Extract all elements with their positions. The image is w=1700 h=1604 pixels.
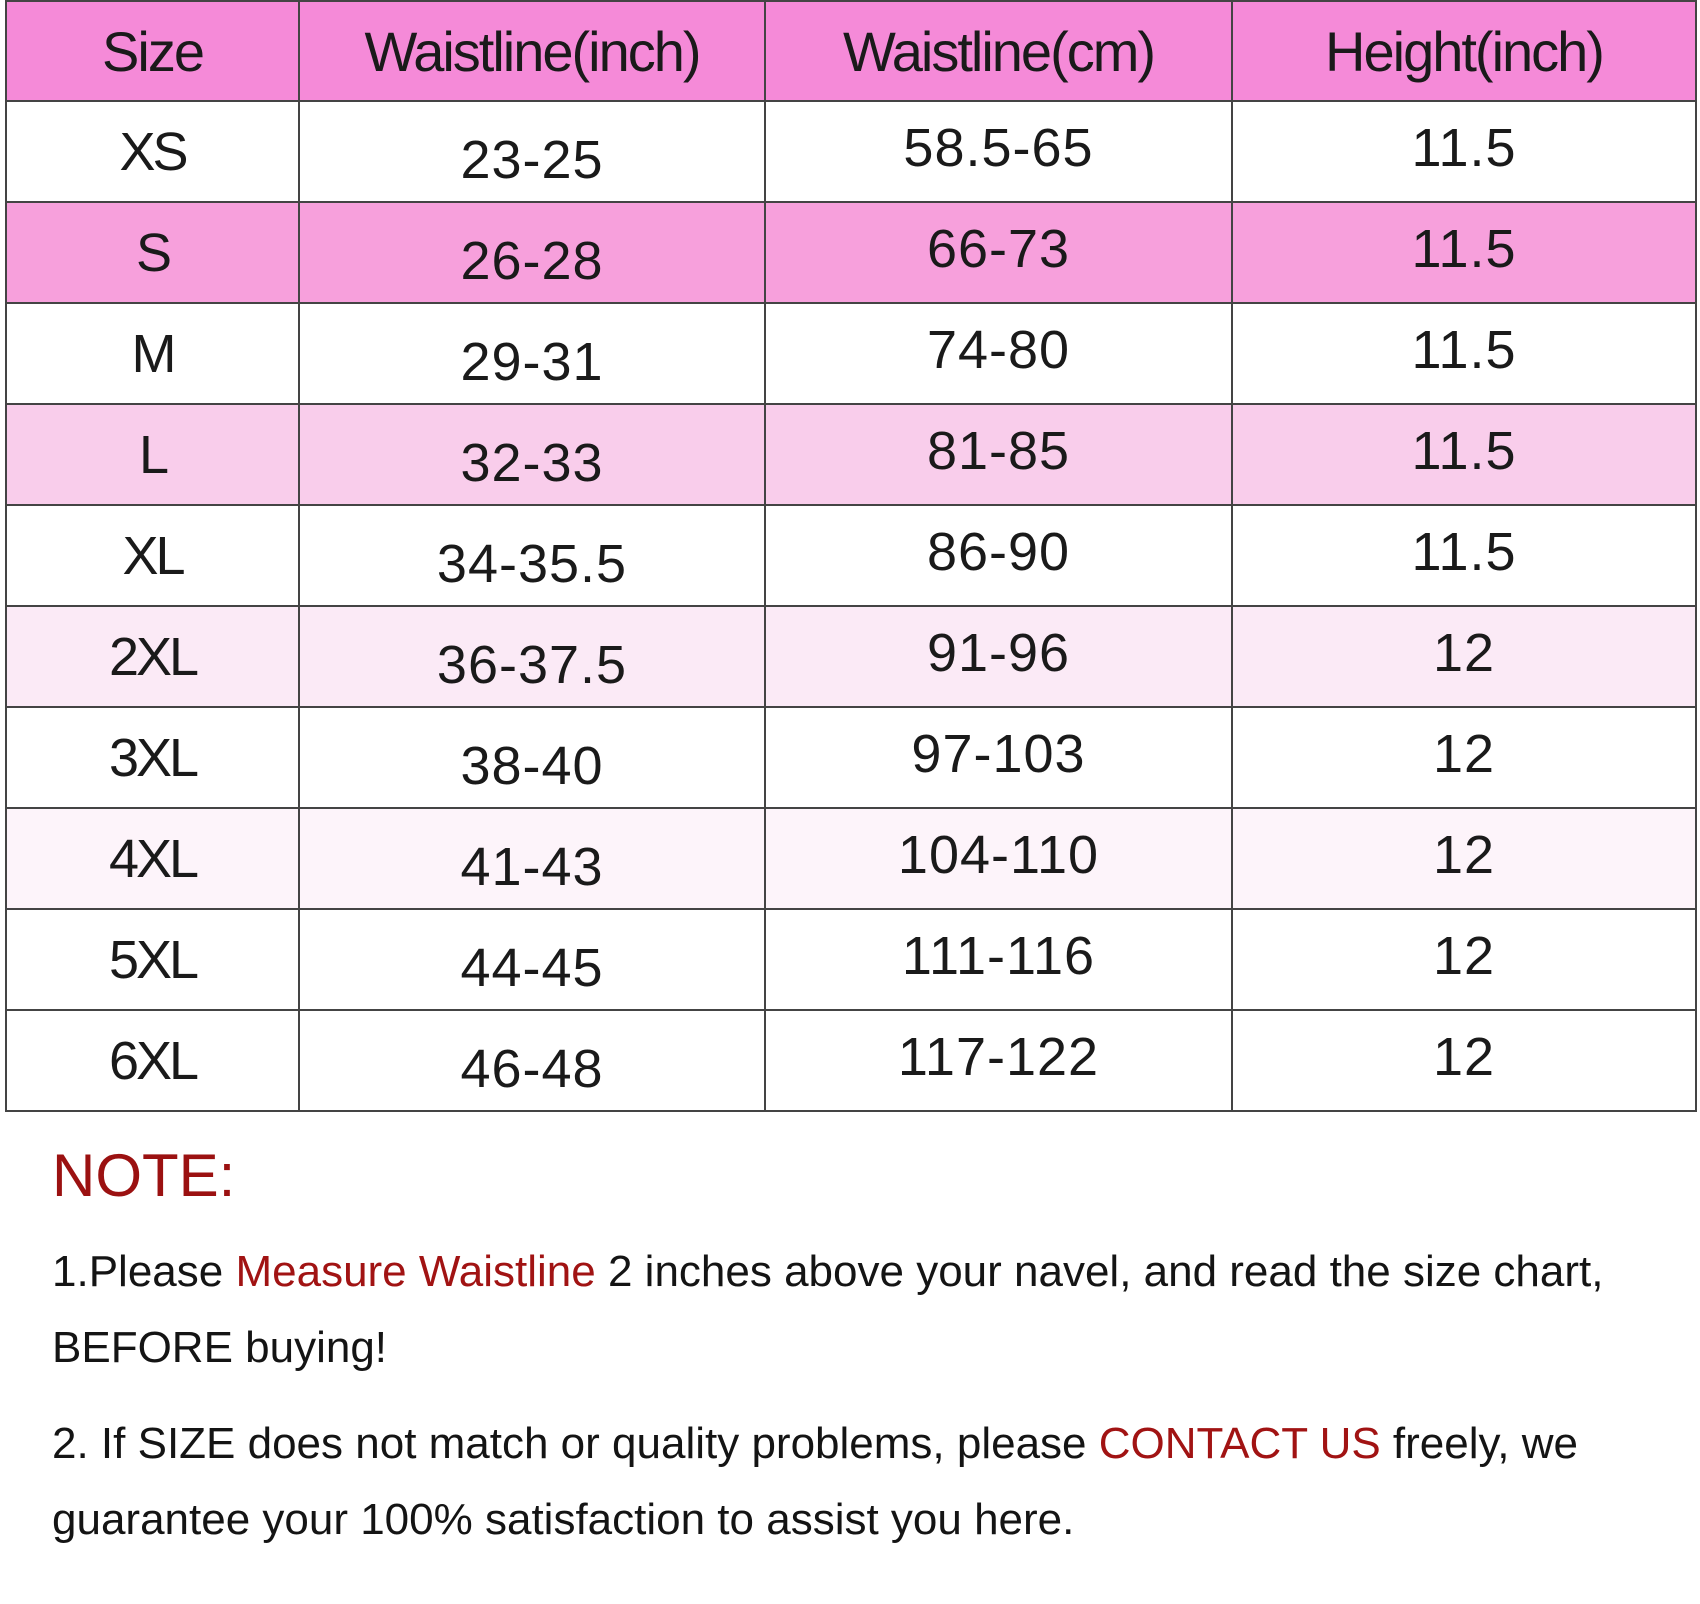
height-cell: 11.5	[1232, 505, 1696, 606]
table-row	[6, 909, 1696, 1010]
note-line-2-suffix: freely, we guarantee your 100% satisfaction to assist you here.	[52, 1419, 1578, 1544]
table-row	[6, 202, 1696, 303]
table-row	[6, 101, 1696, 202]
note-line-2-prefix: 2. If SIZE does not match or quality problems, please	[52, 1419, 1099, 1468]
size-cell: 2XL	[6, 606, 299, 707]
height-cell: 11.5	[1232, 303, 1696, 404]
waistline-inch-cell: 29-31	[299, 303, 765, 404]
height-cell: 11.5	[1232, 202, 1696, 303]
size-cell: S	[6, 202, 299, 303]
table-row	[6, 1010, 1696, 1111]
waistline-cm-cell: 66-73	[765, 202, 1232, 303]
header-size: Size	[6, 1, 299, 101]
table-row	[6, 707, 1696, 808]
note-line-2-highlight: CONTACT US	[1098, 1419, 1381, 1468]
note-line-1-prefix: 1.Please	[52, 1247, 236, 1296]
waistline-cm-cell: 74-80	[765, 303, 1232, 404]
size-cell: L	[6, 404, 299, 505]
note-line-1-highlight: Measure Waistline	[235, 1247, 596, 1296]
size-chart-table	[5, 0, 1697, 1112]
table-header-row	[6, 1, 1696, 101]
table-row	[6, 505, 1696, 606]
size-cell: 6XL	[6, 1010, 299, 1111]
note-line-1	[52, 1234, 1672, 1386]
waistline-cm-cell: 58.5-65	[765, 101, 1232, 202]
waistline-cm-cell: 97-103	[765, 707, 1232, 808]
height-cell: 12	[1232, 606, 1696, 707]
table-row	[6, 606, 1696, 707]
waistline-cm-cell: 117-122	[765, 1010, 1232, 1111]
waistline-inch-cell: 34-35.5	[299, 505, 765, 606]
height-cell: 11.5	[1232, 101, 1696, 202]
height-cell: 12	[1232, 909, 1696, 1010]
note-line-1-suffix: 2 inches above your navel, and read the size chart, BEFORE buying!	[52, 1247, 1604, 1372]
size-cell: 4XL	[6, 808, 299, 909]
height-cell: 12	[1232, 707, 1696, 808]
height-cell: 12	[1232, 808, 1696, 909]
height-cell: 12	[1232, 1010, 1696, 1111]
header-waistline-cm: Waistline(cm)	[765, 1, 1232, 101]
waistline-cm-cell: 86-90	[765, 505, 1232, 606]
size-cell: 3XL	[6, 707, 299, 808]
waistline-inch-cell: 41-43	[299, 808, 765, 909]
note-line-2	[52, 1406, 1672, 1558]
waistline-cm-cell: 81-85	[765, 404, 1232, 505]
waistline-cm-cell: 111-116	[765, 909, 1232, 1010]
table-row	[6, 303, 1696, 404]
waistline-inch-cell: 36-37.5	[299, 606, 765, 707]
waistline-inch-cell: 46-48	[299, 1010, 765, 1111]
table-row	[6, 404, 1696, 505]
size-cell: XL	[6, 505, 299, 606]
waistline-cm-cell: 91-96	[765, 606, 1232, 707]
size-cell: 5XL	[6, 909, 299, 1010]
waistline-inch-cell: 38-40	[299, 707, 765, 808]
header-waistline-inch: Waistline(inch)	[299, 1, 765, 101]
waistline-inch-cell: 32-33	[299, 404, 765, 505]
notes-section	[52, 1140, 1672, 1578]
size-cell: XS	[6, 101, 299, 202]
waistline-inch-cell: 44-45	[299, 909, 765, 1010]
waistline-inch-cell: 26-28	[299, 202, 765, 303]
height-cell: 11.5	[1232, 404, 1696, 505]
waistline-cm-cell: 104-110	[765, 808, 1232, 909]
table-row	[6, 808, 1696, 909]
size-cell: M	[6, 303, 299, 404]
header-height-inch: Height(inch)	[1232, 1, 1696, 101]
waistline-inch-cell: 23-25	[299, 101, 765, 202]
note-heading: NOTE:	[52, 1142, 236, 1209]
